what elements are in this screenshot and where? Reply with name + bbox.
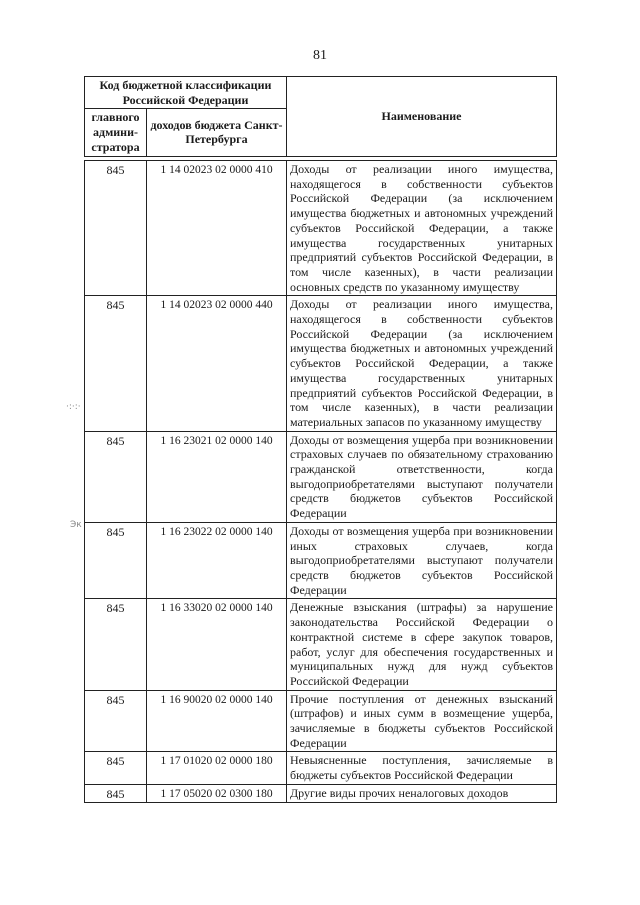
revenue-code-cell: 1 16 90020 02 0000 140 xyxy=(147,690,287,752)
revenue-code-cell: 1 14 02023 02 0000 440 xyxy=(147,296,287,431)
header-code-group: Код бюджетной классификации Российской Федерации xyxy=(85,77,287,109)
revenue-name-cell: Невыясненные поступления, зачисляемые в бюджеты субъектов Российской Федерации xyxy=(287,752,557,784)
revenue-name-cell: Доходы от возмещения ущерба при возникновении страховых случаев по обязательному страхованию гражданской ответственности, когда выгодоприобретателями выступают получатели средств бюджетов субъектов Российской Федерации xyxy=(287,431,557,522)
admin-code-cell: 845 xyxy=(85,752,147,784)
admin-code-cell: 845 xyxy=(85,296,147,431)
margin-scan-mark: ·:·:· xyxy=(66,402,81,412)
header-revenue-column: доходов бюджета Санкт-Петербурга xyxy=(147,109,287,156)
header-admin-column: главного админи-стратора xyxy=(85,109,147,156)
header-name-column: Наименование xyxy=(287,77,557,157)
revenue-code-cell: 1 17 05020 02 0300 180 xyxy=(147,784,287,802)
admin-code-cell: 845 xyxy=(85,599,147,690)
admin-code-cell: 845 xyxy=(85,690,147,752)
revenue-name-cell: Доходы от реализации иного имущества, находящегося в собственности субъектов Российской Федерации (за исключением имущества бюджетных и автономных учреждений субъектов Российской Федерации, а также имущества государственных унитарных предприятий субъектов Российской Федерации, в том числе казенных), в части реализации основных средств по указанному имуществу xyxy=(287,161,557,296)
revenue-code-cell: 1 17 01020 02 0000 180 xyxy=(147,752,287,784)
table-body xyxy=(84,160,557,803)
table-row xyxy=(85,752,557,784)
revenue-name-cell: Доходы от возмещения ущерба при возникновении иных страховых случаев, когда выгодоприобретателями выступают получатели средств бюджетов субъектов Российской Федерации xyxy=(287,522,557,599)
revenue-code-cell: 1 16 23021 02 0000 140 xyxy=(147,431,287,522)
table-row xyxy=(85,784,557,802)
revenue-name-cell: Доходы от реализации иного имущества, находящегося в собственности субъектов Российской Федерации (за исключением имущества бюджетных и автономных учреждений субъектов Российской Федерации, а также имущества государственных унитарных предприятий субъектов Российской Федерации, в том числе казенных), в части реализации материальных запасов по указанному имуществу xyxy=(287,296,557,431)
table-row xyxy=(85,522,557,599)
margin-scan-mark: Эк xyxy=(70,520,82,530)
table-row xyxy=(85,161,557,296)
table-row xyxy=(85,690,557,752)
revenue-name-cell: Денежные взыскания (штрафы) за нарушение законодательства Российской Федерации о контрактной системе в сфере закупок товаров, работ, услуг для обеспечения государственных и муниципальных нужд для нужд субъектов Российской Федерации xyxy=(287,599,557,690)
admin-code-cell: 845 xyxy=(85,784,147,802)
table-header xyxy=(84,76,557,157)
revenue-code-cell: 1 16 33020 02 0000 140 xyxy=(147,599,287,690)
table-row xyxy=(85,431,557,522)
table-row xyxy=(85,296,557,431)
admin-code-cell: 845 xyxy=(85,522,147,599)
revenue-name-cell: Прочие поступления от денежных взысканий (штрафов) и иных сумм в возмещение ущерба, зачисляемые в бюджеты субъектов Российской Федерации xyxy=(287,690,557,752)
revenue-code-cell: 1 16 23022 02 0000 140 xyxy=(147,522,287,599)
revenue-name-cell: Другие виды прочих неналоговых доходов xyxy=(287,784,557,802)
admin-code-cell: 845 xyxy=(85,161,147,296)
table-row xyxy=(85,599,557,690)
revenue-code-cell: 1 14 02023 02 0000 410 xyxy=(147,161,287,296)
admin-code-cell: 845 xyxy=(85,431,147,522)
page-number: 81 xyxy=(313,48,327,63)
